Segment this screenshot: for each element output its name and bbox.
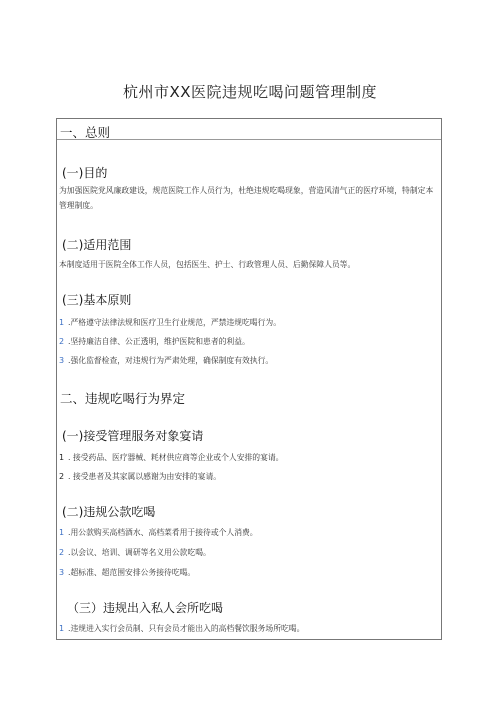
list-number: 1: [59, 624, 65, 633]
paragraph-purpose: 为加强医院党风廉政建设，规范医院工作人员行为，杜绝违规吃喝现象，营造风清气正的医疗环境，特制定本管理制度。: [59, 186, 434, 210]
list-number: 1: [59, 453, 65, 462]
list-item-text: . 接受患者及其家属以感谢为由安排的宴请。: [68, 472, 222, 481]
list-item: [59, 317, 439, 328]
list-item: [59, 547, 439, 558]
list-item: [59, 336, 439, 347]
document-title: 杭州市XX医院违规吃喝问题管理制度: [122, 83, 378, 101]
list-item-text: .违规进入实行会员制、只有会员才能出入的高档餐饮服务场所吃喝。: [68, 624, 305, 633]
list-number: 1: [59, 318, 65, 327]
list-number: 2: [59, 472, 65, 481]
list-number: 1: [59, 528, 65, 537]
list-number: 2: [59, 548, 65, 557]
list-item-text: .超标准、超范围安排公务接待吃喝。: [68, 568, 196, 577]
list-number: 3: [59, 356, 65, 365]
list-item: [59, 355, 439, 366]
list-item-text: .强化监督检查，对违规行为严肃处理，确保制度有效执行。: [68, 356, 274, 365]
list-item: [59, 623, 439, 634]
content-frame: [56, 118, 442, 640]
subheading-public-funds: (二)违规公款吃喝: [62, 505, 156, 519]
section-heading-general: 一、总则: [60, 125, 111, 140]
list-item: [59, 452, 439, 463]
list-item: [59, 527, 439, 538]
subheading-purpose: (一)目的: [62, 166, 108, 180]
subheading-banquet: (一)接受管理服务对象宴请: [62, 429, 204, 443]
subheading-private-club: （三）违规出入私人会所吃喝: [67, 601, 224, 615]
subheading-principles: (三)基本原则: [62, 293, 132, 307]
paragraph-scope: 本制度适用于医院全体工作人员，包括医生、护士、行政管理人员、后勤保障人员等。: [59, 260, 356, 269]
section-heading-violations: 二、违规吃喝行为界定: [60, 391, 186, 406]
list-item-text: .坚持廉洁自律、公正透明，维护医院和患者的利益。: [68, 337, 250, 346]
list-item-text: .用公款购买高档酒水、高档菜肴用于接待或个人消费。: [68, 528, 258, 537]
list-number: 2: [59, 337, 65, 346]
list-item-text: .严格遵守法律法规和医疗卫生行业规范，严禁违规吃喝行为。: [68, 318, 281, 327]
list-item: [59, 471, 439, 482]
section-divider: [57, 139, 441, 140]
list-item-text: .以会议、培训、调研等名义用公款吃喝。: [68, 548, 211, 557]
list-number: 3: [59, 568, 65, 577]
subheading-scope: (二)适用范围: [62, 238, 132, 252]
list-item-text: . 接受药品、医疗器械、耗材供应商等企业或个人安排的宴请。: [68, 453, 284, 462]
list-item: [59, 567, 439, 578]
